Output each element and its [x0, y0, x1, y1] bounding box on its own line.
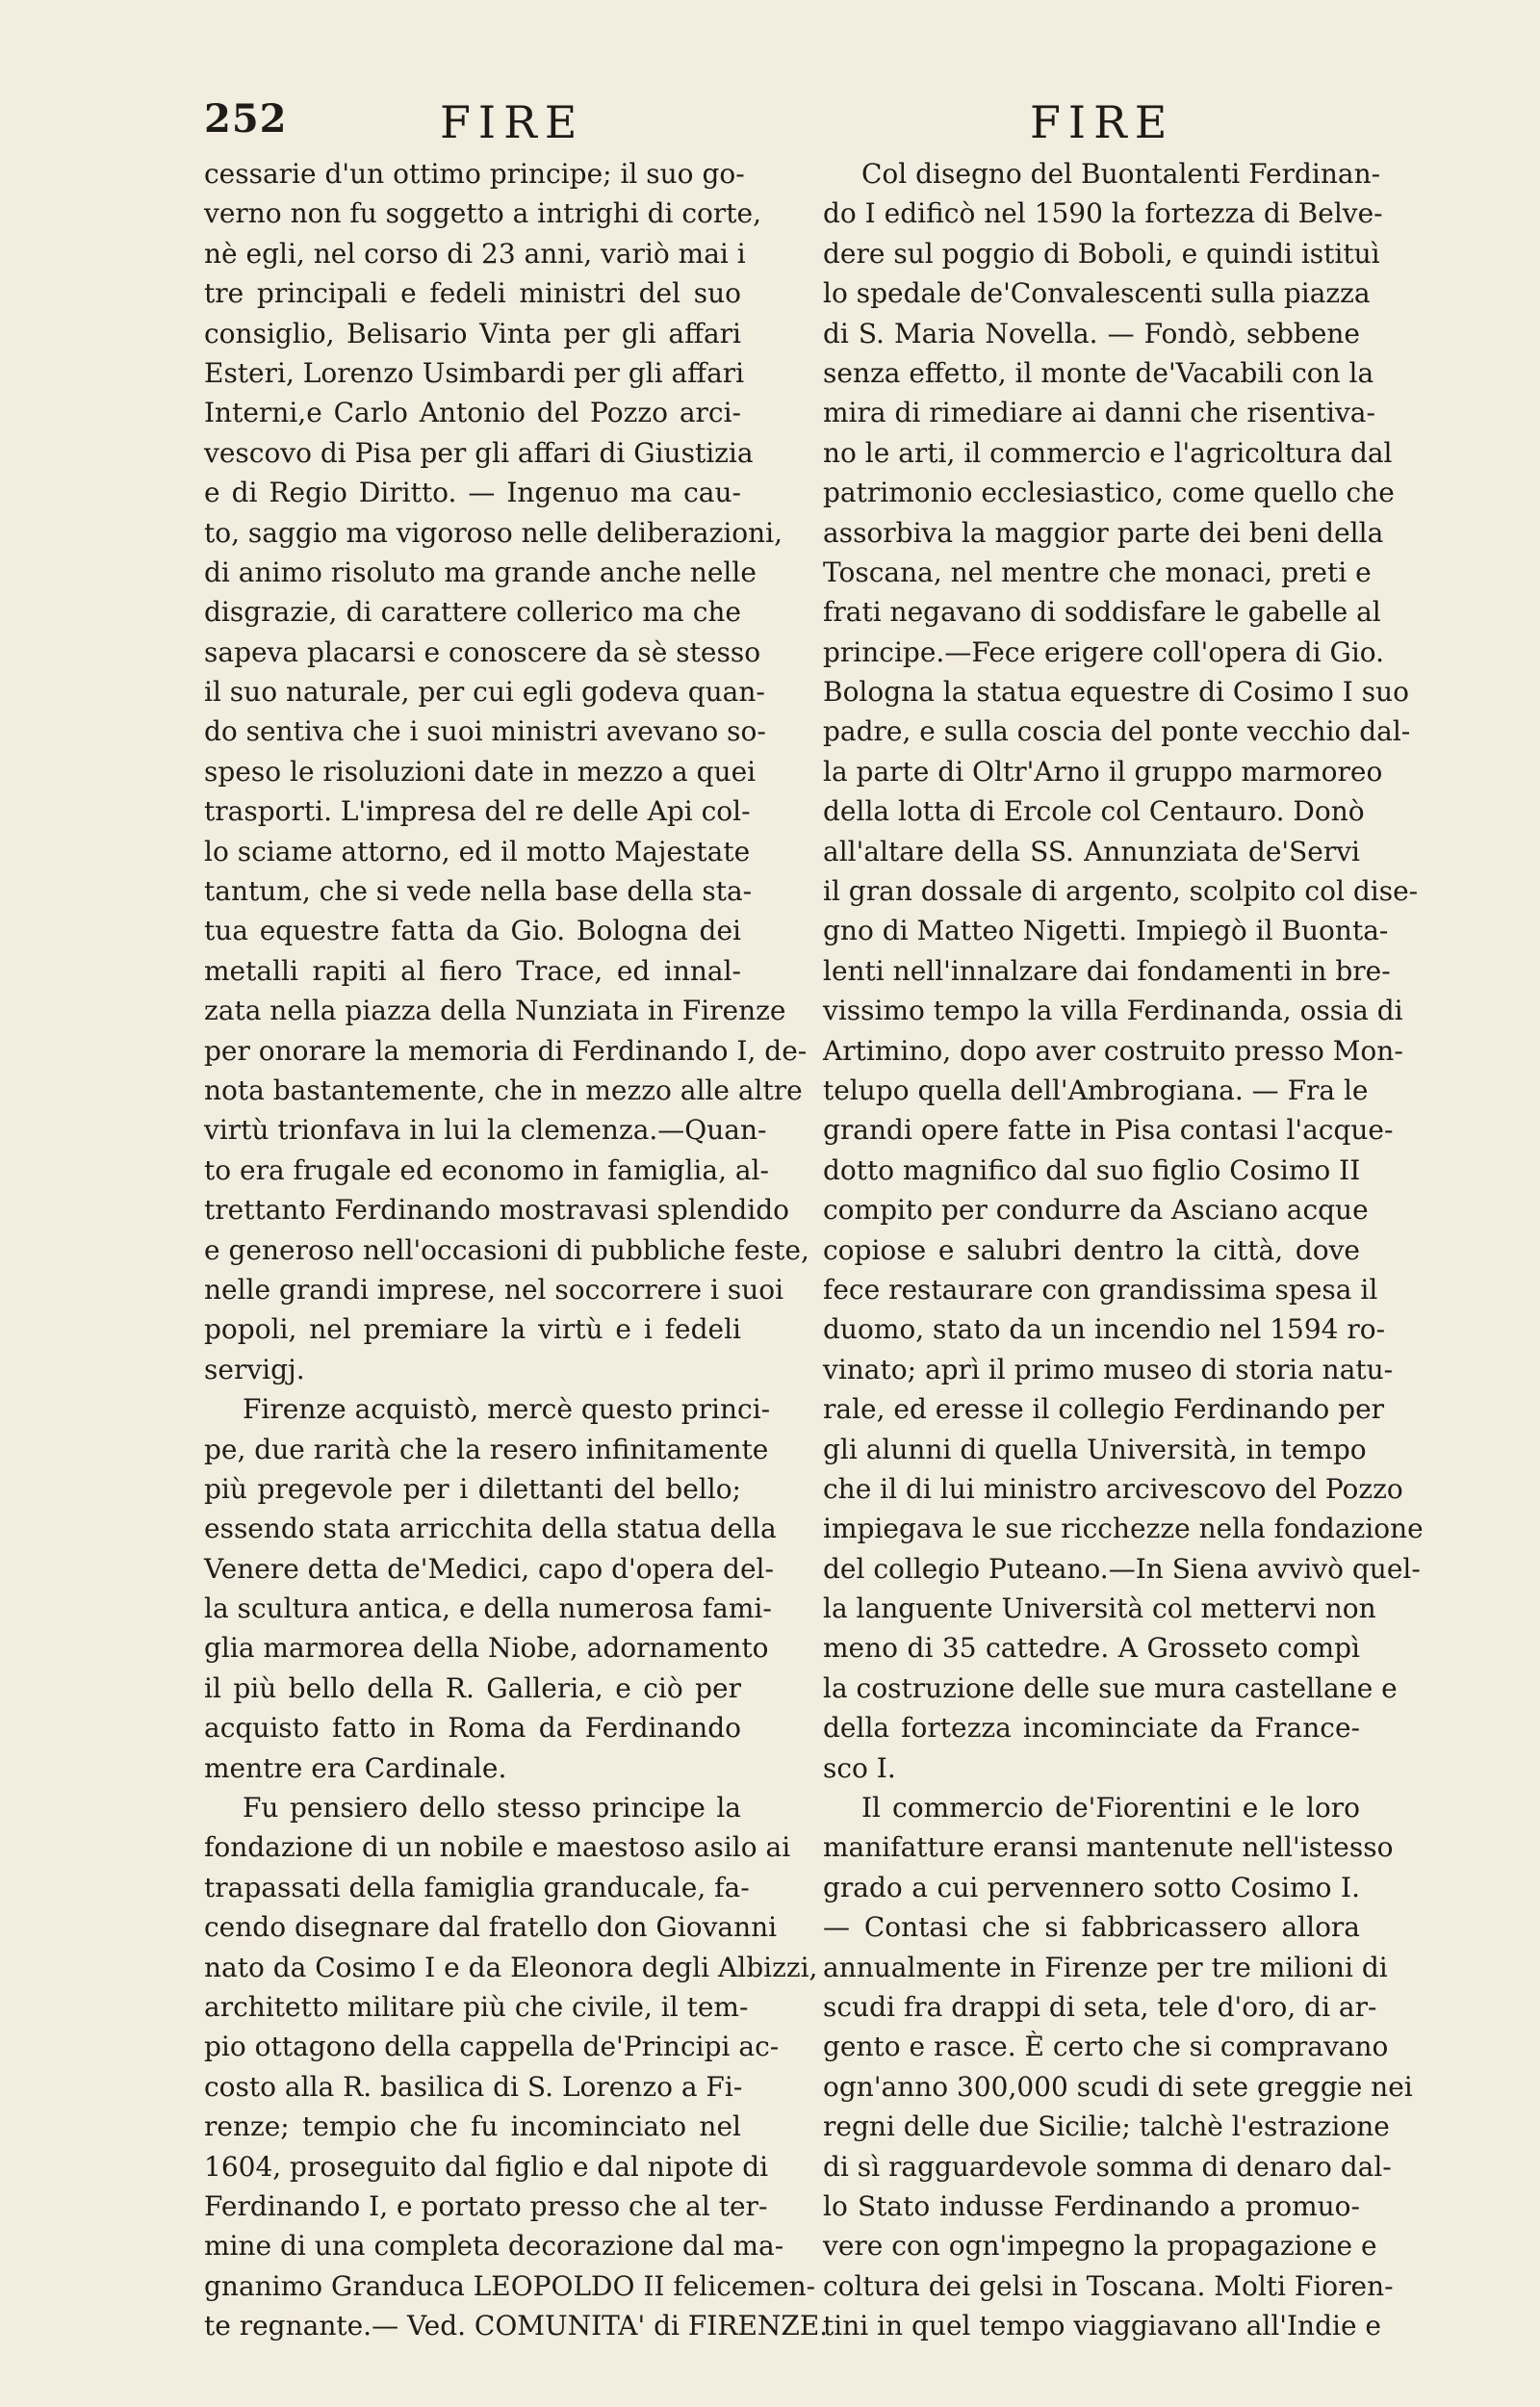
text-line: Venere detta de'Medici, capo d'opera del-: [204, 1552, 774, 1585]
text-line: tua equestre fatta da Gio. Bologna dei: [204, 915, 741, 947]
text-line: lo sciame attorno, ed il motto Majestate: [204, 835, 751, 867]
text-line: nota bastantemente, che in mezzo alle altre: [204, 1074, 803, 1106]
text-line: glia marmorea della Niobe, adornamento: [204, 1632, 769, 1665]
text-line: vescovo di Pisa per gli affari di Giustizia: [204, 436, 754, 469]
running-head-left: FIRE: [440, 96, 585, 148]
text-line: sapeva placarsi e conoscere da sè stesso: [204, 635, 761, 668]
text-line: regni delle due Sicilie; talchè l'estrazione: [823, 2110, 1390, 2143]
text-line: il gran dossale di argento, scolpito col dise-: [823, 875, 1419, 908]
text-line: scudi fra drappi di seta, tele d'oro, di ar-: [823, 1990, 1377, 2023]
text-line: trettanto Ferdinando mostravasi splendido: [204, 1194, 789, 1227]
text-line: vissimo tempo la villa Ferdinanda, ossia di: [823, 995, 1403, 1027]
text-line: tre principali e fedeli ministri del suo: [204, 277, 741, 310]
text-line: renze; tempio che fu incominciato nel: [204, 2110, 741, 2143]
text-line: architetto militare più che civile, il tem-: [204, 1990, 749, 2023]
text-line: Interni,e Carlo Antonio del Pozzo arci-: [204, 397, 741, 429]
text-line: gnanimo Granduca LEOPOLDO II felicemen-: [204, 2269, 816, 2302]
text-line: manifatture eransi mantenute nell'istesso: [823, 1831, 1394, 1864]
text-line: la languente Università col mettervi non: [823, 1592, 1376, 1625]
text-line: vinato; aprì il primo museo di storia natu-: [823, 1353, 1394, 1385]
text-line: fece restaurare con grandissima spesa il: [823, 1273, 1378, 1306]
text-line: to, saggio ma vigoroso nelle deliberazioni,: [204, 516, 783, 549]
text-line: Toscana, nel mentre che monaci, preti e: [823, 556, 1372, 588]
text-line: Fu pensiero dello stesso principe la: [243, 1792, 741, 1825]
text-line: all'altare della SS. Annunziata de'Servi: [823, 835, 1360, 867]
text-line: rale, ed eresse il collegio Ferdinando per: [823, 1393, 1385, 1426]
text-line: dotto magnifico dal suo figlio Cosimo II: [823, 1153, 1361, 1186]
text-line: servigj.: [204, 1353, 305, 1385]
text-line: di animo risoluto ma grande anche nelle: [204, 556, 757, 588]
text-line: di S. Maria Novella. — Fondò, sebbene: [823, 317, 1360, 349]
text-line: duomo, stato da un incendio nel 1594 ro-: [823, 1313, 1386, 1346]
text-line: e di Regio Diritto. — Ingenuo ma cau-: [204, 477, 741, 509]
text-line: acquisto fatto in Roma da Ferdinando: [204, 1712, 741, 1745]
text-line: della lotta di Ercole col Centauro. Donò: [823, 795, 1365, 828]
text-line: zata nella piazza della Nunziata in Firenze: [204, 995, 786, 1027]
text-line: disgrazie, di carattere collerico ma che: [204, 596, 741, 629]
text-line: gli alunni di quella Università, in tempo: [823, 1433, 1367, 1465]
text-line: telupo quella dell'Ambrogiana. — Fra le: [823, 1074, 1369, 1106]
text-line: grandi opere fatte in Pisa contasi l'acque-: [823, 1114, 1394, 1147]
page-header: [204, 96, 1359, 154]
text-line: la parte di Oltr'Arno il gruppo marmoreo: [823, 755, 1383, 788]
text-line: metalli rapiti al fiero Trace, ed innal-: [204, 954, 741, 987]
text-line: virtù trionfava in lui la clemenza.—Quan-: [204, 1114, 767, 1147]
text-line: verno non fu soggetto a intrighi di corte,: [204, 197, 762, 230]
text-line: 1604, proseguito dal figlio e dal nipote di: [204, 2150, 769, 2183]
text-line: consiglio, Belisario Vinta per gli affari: [204, 317, 741, 349]
text-line: nè egli, nel corso di 23 anni, variò mai i: [204, 237, 746, 270]
text-line: mentre era Cardinale.: [204, 1751, 507, 1784]
text-line: gento e rasce. È certo che si compravano: [823, 2031, 1389, 2063]
text-line: cendo disegnare dal fratello don Giovanni: [204, 1911, 778, 1944]
text-line: della fortezza incominciate da France-: [823, 1712, 1360, 1745]
text-line: frati negavano di soddisfare le gabelle al: [823, 596, 1381, 629]
text-line: do I edificò nel 1590 la fortezza di Belve-: [823, 197, 1383, 230]
text-line: che il di lui ministro arcivescovo del Pozzo: [823, 1472, 1403, 1505]
text-line: Bologna la statua equestre di Cosimo I suo: [823, 676, 1410, 709]
text-line: fondazione di un nobile e maestoso asilo ai: [204, 1831, 791, 1864]
text-line: patrimonio ecclesiastico, come quello che: [823, 477, 1395, 509]
text-line: trasporti. L'impresa del re delle Api col-: [204, 795, 751, 828]
text-line: popoli, nel premiare la virtù e i fedeli: [204, 1313, 741, 1346]
text-line: più pregevole per i dilettanti del bello;: [204, 1472, 741, 1505]
text-line: lo spedale de'Convalescenti sulla piazza: [823, 277, 1371, 310]
text-line: padre, e sulla coscia del ponte vecchio dal-: [823, 715, 1411, 748]
right-text-column: [823, 154, 1424, 2345]
text-line: assorbiva la maggior parte dei beni della: [823, 516, 1384, 549]
text-line: impiegava le sue ricchezze nella fondazione: [823, 1513, 1424, 1545]
text-line: no le arti, il commercio e l'agricoltura dal: [823, 436, 1393, 469]
text-line: la scultura antica, e della numerosa fami-: [204, 1592, 772, 1625]
text-line: annualmente in Firenze per tre milioni di: [823, 1951, 1388, 1983]
text-line: cessarie d'un ottimo principe; il suo go-: [204, 158, 745, 190]
text-line: mira di rimediare ai danni che risentiva-: [823, 397, 1375, 429]
text-line: compito per condurre da Asciano acque: [823, 1194, 1369, 1227]
text-line: do sentiva che i suoi ministri avevano so-: [204, 715, 766, 748]
text-line: grado a cui pervennero sotto Cosimo I.: [823, 1871, 1360, 1903]
text-line: e generoso nell'occasioni di pubbliche feste,: [204, 1233, 809, 1266]
text-line: lenti nell'innalzare dai fondamenti in bre-: [823, 954, 1391, 987]
text-line: essendo stata arricchita della statua della: [204, 1513, 777, 1545]
text-line: — Contasi che si fabbricassero allora: [823, 1911, 1360, 1944]
text-line: costo alla R. basilica di S. Lorenzo a Fi-: [204, 2070, 743, 2103]
text-line: ogn'anno 300,000 scudi di sete greggie nei: [823, 2070, 1413, 2103]
text-line: trapassati della famiglia granducale, fa-: [204, 1871, 750, 1903]
text-line: vere con ogn'impegno la propagazione e: [823, 2230, 1377, 2263]
text-line: sco I.: [823, 1751, 896, 1784]
text-line: meno di 35 cattedre. A Grosseto compì: [823, 1632, 1360, 1665]
text-line: del collegio Puteano.—In Siena avvivò quel-: [823, 1552, 1421, 1585]
text-line: Il commercio de'Fiorentini e le loro: [861, 1792, 1360, 1825]
text-line: per onorare la memoria di Ferdinando I, de-: [204, 1034, 808, 1067]
text-line: to era frugale ed economo in famiglia, al-: [204, 1153, 769, 1186]
text-line: te regnante.— Ved. COMUNITA' di FIRENZE.: [204, 2310, 829, 2342]
text-line: nato da Cosimo I e da Eleonora degli Albizzi,: [204, 1951, 818, 1983]
text-line: Artimino, dopo aver costruito presso Mon-: [823, 1034, 1403, 1067]
text-line: principe.—Fece erigere coll'opera di Gio.: [823, 635, 1385, 668]
text-line: tantum, che si vede nella base della sta-: [204, 875, 753, 908]
text-line: lo Stato indusse Ferdinando a promuo-: [823, 2189, 1360, 2222]
text-line: senza effetto, il monte de'Vacabili con la: [823, 356, 1374, 389]
text-line: Esteri, Lorenzo Usimbardi per gli affari: [204, 356, 745, 389]
text-line: pio ottagono della cappella de'Principi ac-: [204, 2031, 780, 2063]
page-number: 252: [204, 96, 288, 142]
text-line: il più bello della R. Galleria, e ciò per: [204, 1671, 741, 1704]
left-text-column: [204, 154, 829, 2345]
text-line: la costruzione delle sue mura castellane e: [823, 1671, 1398, 1704]
running-head-right: FIRE: [1030, 96, 1175, 148]
text-line: nelle grandi imprese, nel soccorrere i suoi: [204, 1273, 784, 1306]
text-line: speso le risoluzioni date in mezzo a quei: [204, 755, 757, 788]
text-line: Ferdinando I, e portato presso che al ter-: [204, 2189, 768, 2222]
text-line: gno di Matteo Nigetti. Impiegò il Buonta-: [823, 915, 1389, 947]
text-line: dere sul poggio di Boboli, e quindi istituì: [823, 237, 1380, 270]
text-line: tini in quel tempo viaggiavano all'Indie e: [823, 2310, 1382, 2342]
text-line: di sì ragguardevole somma di denaro dal-: [823, 2150, 1392, 2183]
text-line: pe, due rarità che la resero infinitamente: [204, 1433, 769, 1465]
text-line: Firenze acquistò, mercè questo princi-: [243, 1393, 771, 1426]
text-line: copiose e salubri dentro la città, dove: [823, 1233, 1360, 1266]
text-line: il suo naturale, per cui egli godeva quan-: [204, 676, 765, 709]
text-line: mine di una completa decorazione dal ma-: [204, 2230, 784, 2263]
text-line: coltura dei gelsi in Toscana. Molti Fioren-: [823, 2269, 1394, 2302]
text-line: Col disegno del Buontalenti Ferdinan-: [861, 158, 1381, 190]
